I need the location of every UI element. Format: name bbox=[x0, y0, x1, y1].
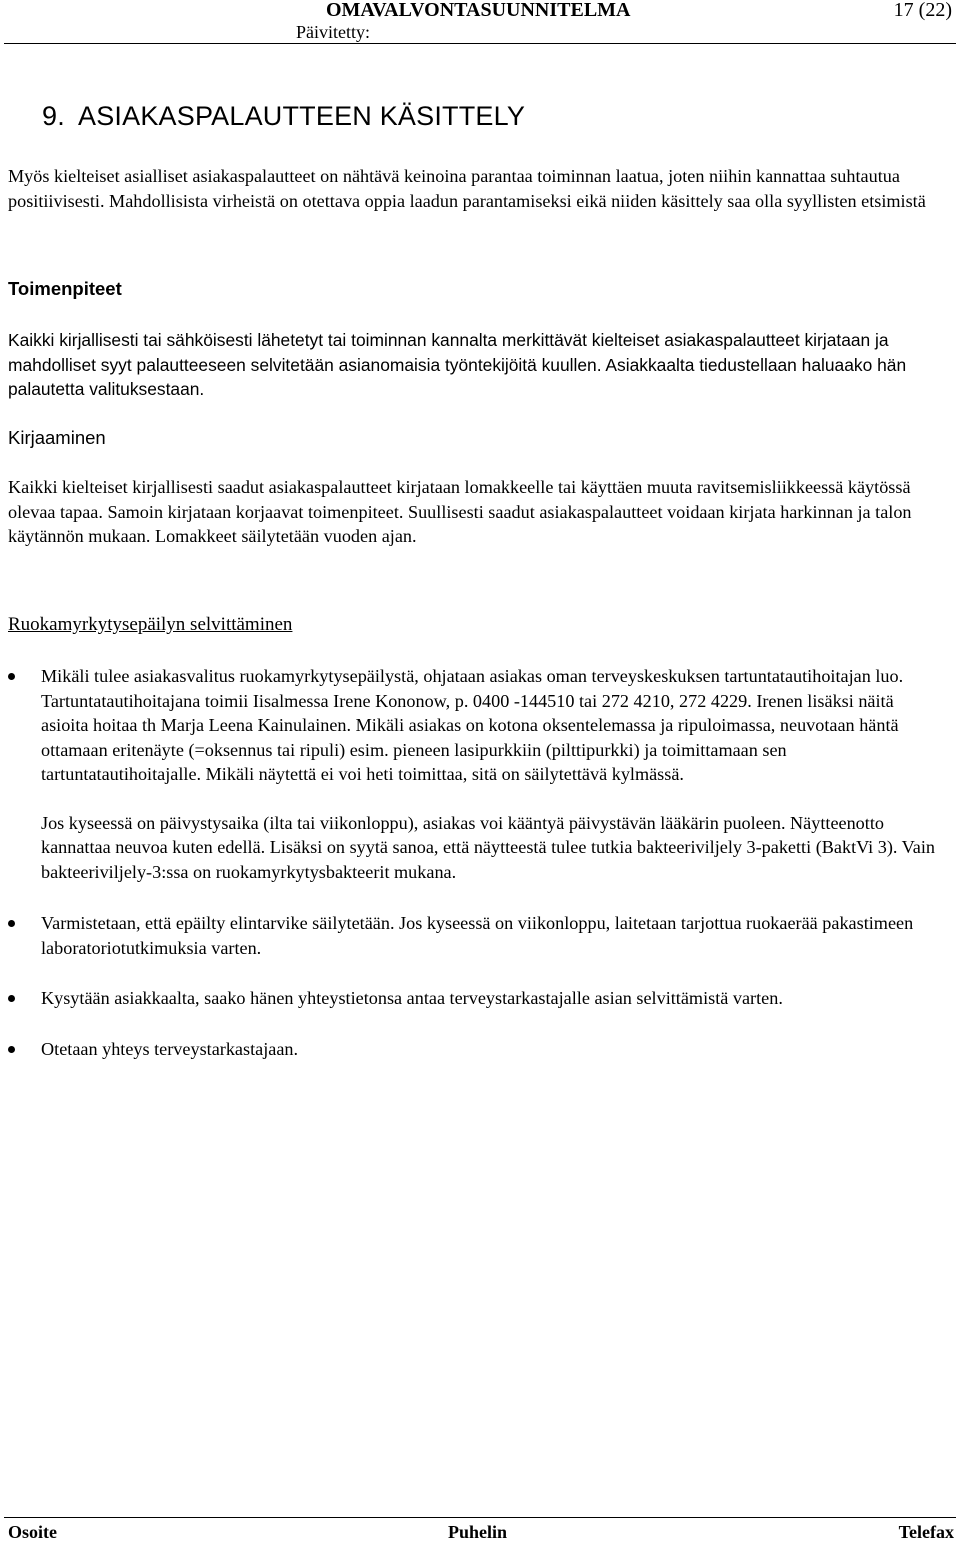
recording-text: Kaikki kielteiset kirjallisesti saadut asiakaspalautteet kirjataan lomakkeelle tai käyttäen muuta ravitsemisliikkeessä käytössä olevaa tapaa. Samoin kirjataan korjaavat toimenpiteet. Suullisesti saadut asiakaspalautteet voidaan kirjata harkinnan ja talon käytännön mukaan. Lomakkeet säilytetään vuoden ajan. bbox=[8, 477, 912, 546]
list-item bbox=[0, 664, 941, 884]
recording-heading: Kirjaaminen bbox=[8, 427, 106, 448]
bullet-icon bbox=[8, 920, 15, 927]
measures-heading: Toimenpiteet bbox=[8, 278, 122, 299]
list-item-text: Mikäli tulee asiakasvalitus ruokamyrkytysepäilystä, ohjataan asiakas oman terveyskeskuksen tartuntatautihoitajan luo. Tartuntatautihoitajana toimii Iisalmessa Irene Kononow, p. 0400 -144510 tai 272 4210, 272 4229. Irenen lisäksi näitä asioita hoitaa th Marja Leena Kainulainen. Mikäli asiakas on kotona oksentelemassa ja ripuloimassa, neuvotaan häntä ottamaan eritenäyte (=oksennus tai ripuli) esim. pieneen lasipurkkiin (pilttipurkki) ja toimittamaan sen tartuntatautihoitajalle. Mikäli näytettä ei voi heti toimittaa, sitä on säilytettävä kylmässä. bbox=[41, 666, 904, 784]
list-item-text: Varmistetaan, että epäilty elintarvike säilytetään. Jos kyseessä on viikonloppu, laitetaan tarjottua ruokaerää pakastimeen laboratoriotutkimuksia varten. bbox=[41, 913, 914, 958]
list-item-text: Kysytään asiakkaalta, saako hänen yhteystietonsa antaa terveystarkastajalle asian selvittämistä varten. bbox=[41, 988, 783, 1008]
food-poisoning-list bbox=[0, 664, 960, 1061]
list-item bbox=[0, 986, 941, 1011]
page-number: 17 (22) bbox=[893, 0, 952, 21]
measures-text: Kaikki kirjallisesti tai sähköisesti lähetetyt tai toiminnan kannalta merkittävät kielteiset asiakaspalautteet kirjataan ja mahdolliset syyt palautteeseen selvitetään asianomaisia työntekijöitä kuullen. Asiakkaalta tiedustellaan haluaako hän palautetta valituksestaan. bbox=[8, 330, 907, 399]
footer-divider bbox=[4, 1517, 956, 1518]
list-item-extra-text: Jos kyseessä on päivystysaika (ilta tai viikonloppu), asiakas voi kääntyä päivystävän lääkärin puoleen. Näytteenotto kannattaa neuvoa kuten edellä. Lisäksi on syytä sanoa, että näytteestä tulee tutkia bakteeriviljely 3-paketti (BaktVi 3). Vain bakteeriviljely-3:ssa on ruokamyrkytysbakteerit mukana. bbox=[41, 812, 936, 882]
footer-phone-label: Puhelin bbox=[448, 1522, 508, 1542]
bullet-icon bbox=[8, 673, 15, 680]
list-item bbox=[0, 1037, 941, 1062]
footer-fax-label: Telefax bbox=[898, 1522, 954, 1542]
footer-address-label: Osoite bbox=[8, 1522, 57, 1542]
header-divider bbox=[4, 43, 956, 44]
bullet-icon bbox=[8, 1046, 15, 1053]
updated-label: Päivitetty: bbox=[296, 22, 370, 42]
section-number: 9. bbox=[42, 101, 65, 131]
list-item-text: Otetaan yhteys terveystarkastajaan. bbox=[41, 1038, 299, 1059]
section-title: ASIAKASPALAUTTEEN KÄSITTELY bbox=[78, 101, 526, 131]
food-poisoning-heading: Ruokamyrkytysepäilyn selvittäminen bbox=[8, 614, 293, 635]
document-title: OMAVALVONTASUUNNITELMA bbox=[326, 0, 631, 21]
section-heading bbox=[42, 100, 525, 132]
section-intro: Myös kielteiset asialliset asiakaspalautteet on nähtävä keinoina parantaa toiminnan laatua, joten niihin kannattaa suhtautua positiivisesti. Mahdollisista virheistä on otettava oppia laadun parantamiseksi eikä niiden käsittely saa olla syyllisten etsimistä bbox=[8, 166, 926, 211]
list-item bbox=[0, 911, 941, 960]
bullet-icon bbox=[8, 995, 15, 1002]
